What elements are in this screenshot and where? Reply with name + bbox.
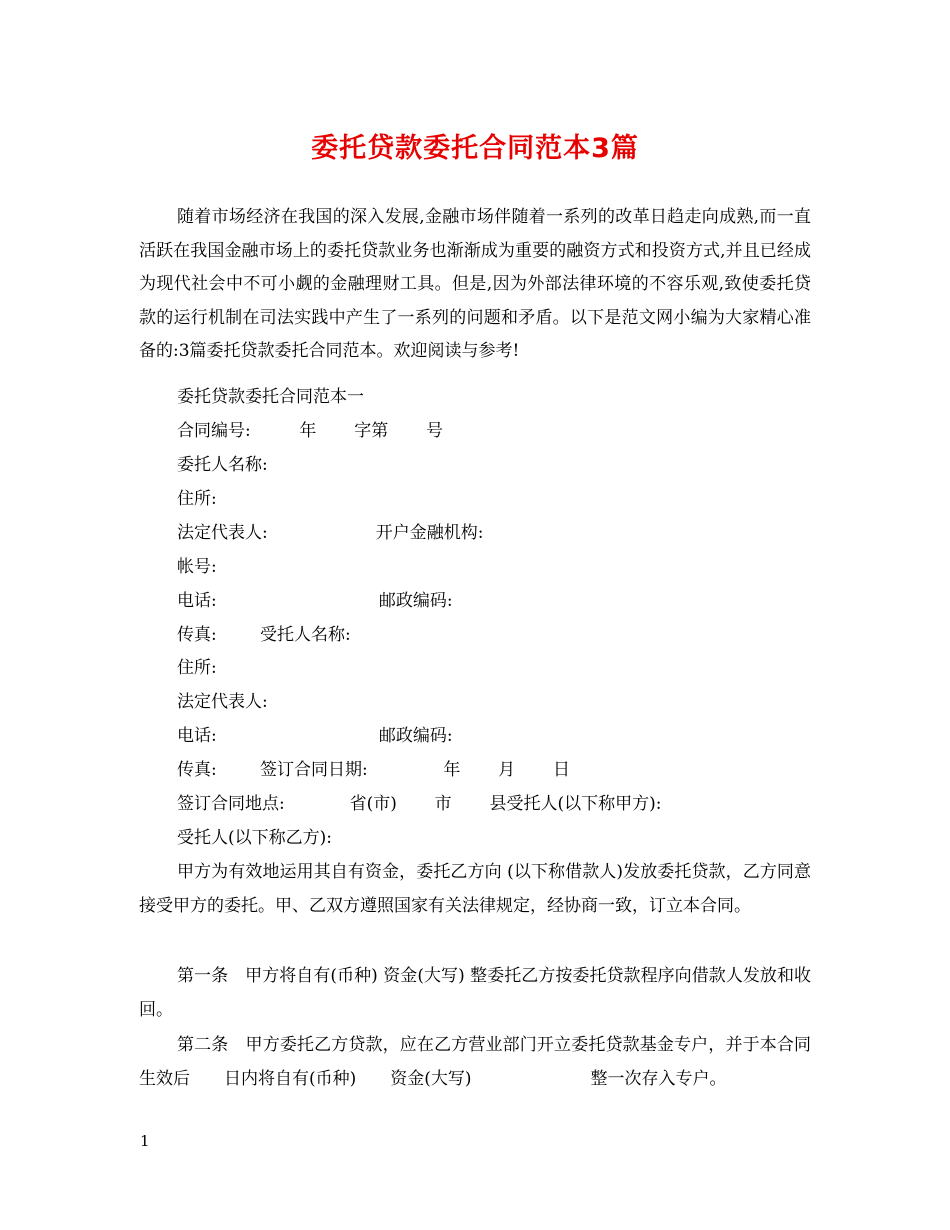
paragraph-article-1: 第一条 甲方将自有(币种) 资金(大写) 整委托乙方按委托贷款程序向借款人发放和收回。 bbox=[139, 966, 811, 1020]
field-trustee-party-b: 受托人(以下称乙方): bbox=[177, 828, 332, 848]
field-account: 帐号: bbox=[177, 557, 217, 577]
field-trustee-address: 住所: bbox=[177, 658, 217, 678]
page-number: 1 bbox=[140, 1132, 150, 1150]
section-title: 委托贷款委托合同范本一 bbox=[177, 387, 364, 407]
field-trustee-phone: 电话: 邮政编码: bbox=[177, 726, 453, 746]
field-signing-date: 传真: 签订合同日期: 年 月 日 bbox=[177, 760, 570, 780]
paragraph-article-2: 第二条 甲方委托乙方贷款，应在乙方营业部门开立委托贷款基金专户，并于本合同生效后 日内将自有(币种) 资金(大写) 整一次存入专户。 bbox=[139, 1035, 811, 1089]
page-title: 委托贷款委托合同范本3篇 bbox=[311, 133, 639, 164]
intro-paragraph: 随着市场经济在我国的深入发展,金融市场伴随着一系列的改革日趋走向成熟,而一直活跃在我国金融市场上的委托贷款业务也渐渐成为重要的融资方式和投资方式,并且已经成为现代社会中不可小觑的金融理财工具。但是,因为外部法律环境的不容乐观,致使委托贷款的运行机制在司法实践中产生了一系列的问题和矛盾。以下是范文网小编为大家精心准备的:3篇委托贷款委托合同范本。欢迎阅读与参考! bbox=[139, 207, 811, 361]
field-principal-representative: 法定代表人: 开户金融机构: bbox=[177, 523, 484, 543]
field-signing-place: 签订合同地点: 省(市) 市 县受托人(以下称甲方): bbox=[177, 794, 662, 814]
field-principal-address: 住所: bbox=[177, 489, 217, 509]
paragraph-agreement: 甲方为有效地运用其自有资金，委托乙方向 (以下称借款人)发放委托贷款，乙方同意接受甲方的委托。甲、乙双方遵照国家有关法律规定，经协商一致，订立本合同。 bbox=[139, 862, 811, 916]
field-principal-phone: 电话: 邮政编码: bbox=[177, 591, 453, 611]
field-contract-number: 合同编号: 年 字第 号 bbox=[177, 421, 444, 441]
field-trustee-representative: 法定代表人: bbox=[177, 692, 268, 712]
field-principal-fax: 传真: 受托人名称: bbox=[177, 625, 351, 645]
field-principal-name: 委托人名称: bbox=[177, 455, 268, 475]
